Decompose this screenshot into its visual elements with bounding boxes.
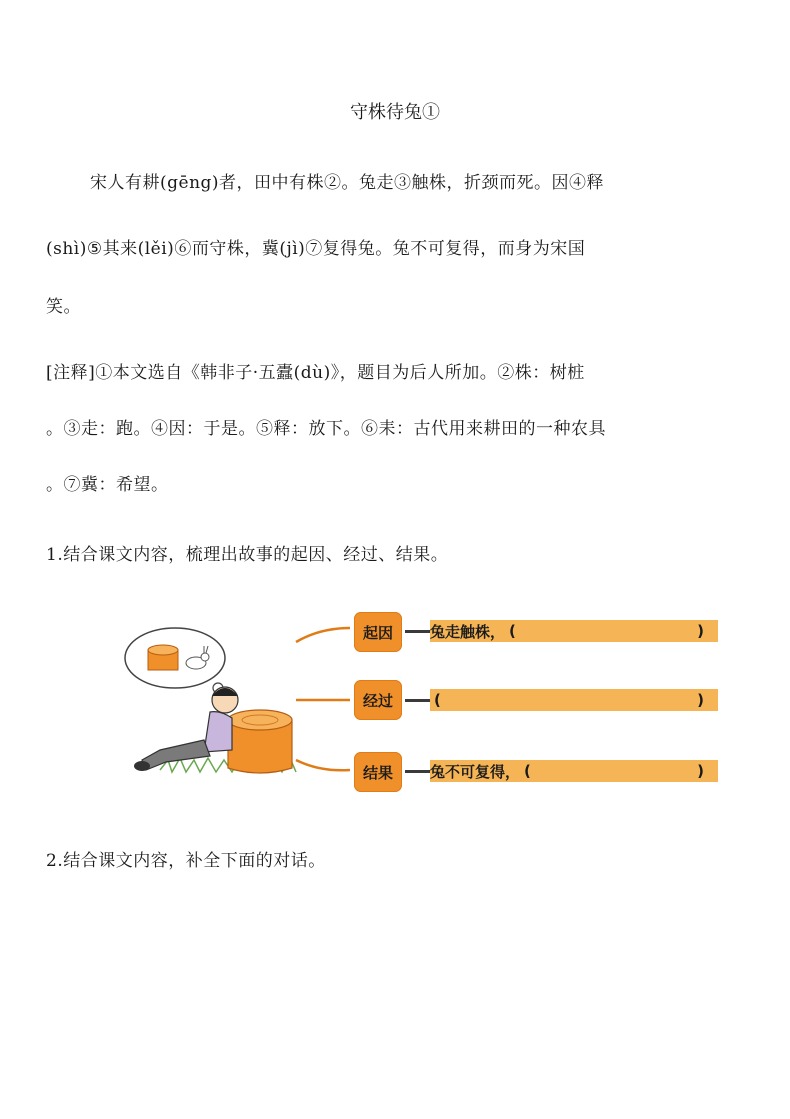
cause-close-paren: ) [697, 622, 704, 640]
story-title: 守株待兔① [350, 102, 440, 123]
process-close-paren: ) [697, 691, 704, 709]
question-1: 1.结合课文内容，梳理出故事的起因、经过、结果。 [46, 545, 449, 565]
cause-prefix: 兔走触株， [430, 622, 506, 641]
passage-line-1: 宋人有耕(gēng)者，田中有株②。兔走③触株，折颈而死。因④释 [90, 173, 605, 193]
result-open-paren: ( [524, 762, 531, 780]
story-diagram [120, 600, 740, 810]
node-cause: 起因 [354, 612, 402, 652]
notes-line-2: 。③走：跑。④因：于是。⑤释：放下。⑥耒：古代用来耕田的一种农具 [46, 419, 606, 439]
answer-bar-result[interactable] [430, 760, 718, 782]
passage-line-2: (shì)⑤其来(lěi)⑥而守株，冀(jì)⑦复得兔。兔不可复得，而身为宋国 [46, 239, 586, 259]
process-open-paren: ( [434, 691, 441, 709]
branch-bottom [296, 760, 350, 770]
connector-process [405, 699, 431, 702]
notes-line-1: [注释]①本文选自《韩非子·五蠹(dù)》，题目为后人所加。②株：树桩 [46, 363, 585, 383]
connector-cause [405, 630, 431, 633]
result-close-paren: ) [697, 762, 704, 780]
passage-line-3: 笑。 [46, 297, 81, 317]
farmer-body [204, 712, 232, 752]
connector-result [405, 770, 431, 773]
answer-bar-process[interactable] [430, 689, 718, 711]
result-prefix: 兔不可复得， [430, 762, 521, 781]
answer-bar-cause[interactable] [430, 620, 718, 642]
cause-open-paren: ( [509, 622, 516, 640]
branch-top [296, 628, 350, 642]
question-2: 2.结合课文内容，补全下面的对话。 [46, 851, 326, 871]
notes-line-3: 。⑦冀：希望。 [46, 475, 169, 495]
node-process: 经过 [354, 680, 402, 720]
node-result: 结果 [354, 752, 402, 792]
